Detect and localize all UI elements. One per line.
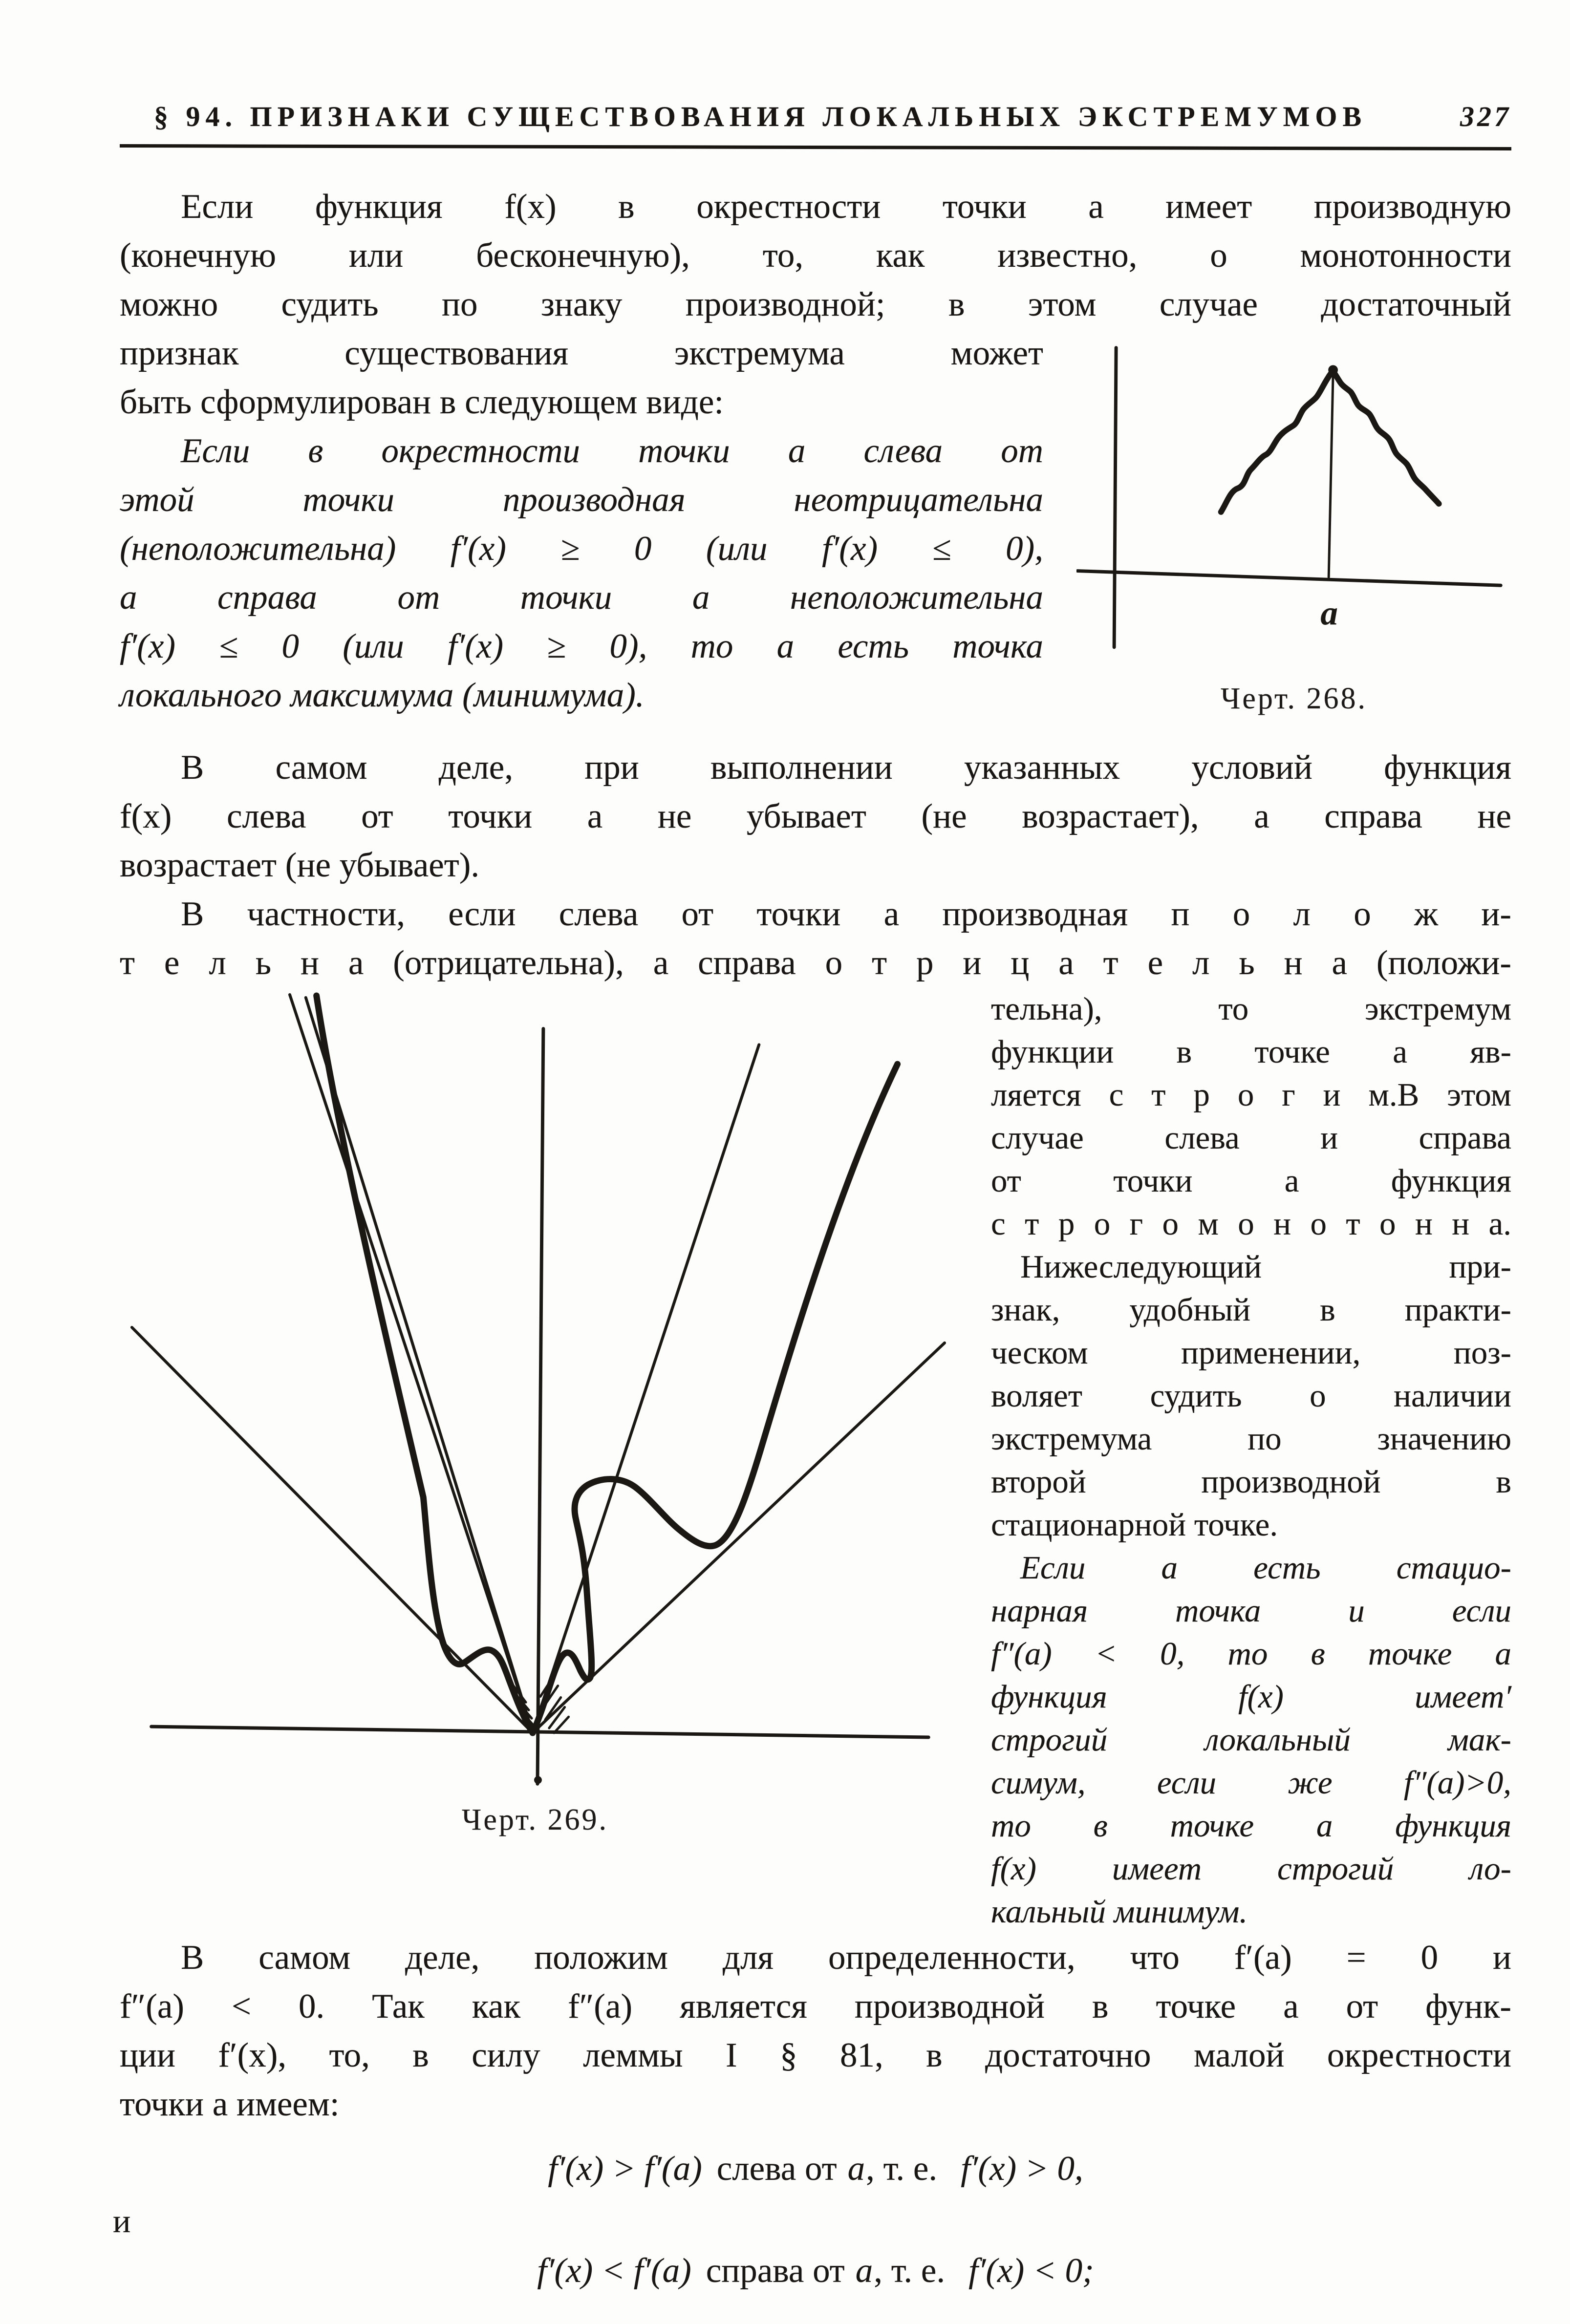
curve-right (533, 1064, 898, 1733)
figure-268-caption: Черт. 268. (1221, 682, 1367, 716)
formula-var-a: a (855, 2252, 873, 2290)
formula-rhs: f′(x) < 0; (968, 2252, 1094, 2290)
paragraph-intro-cont: признак существования экстремума может быть сформулирован в следующем виде: (120, 334, 1043, 421)
ray-right-steep (533, 1045, 759, 1733)
maximum-point (1328, 365, 1338, 375)
ray-left-steep-inner (306, 998, 533, 1733)
ray-left-steep-outer (290, 995, 533, 1733)
curve-left-branch (1221, 371, 1333, 512)
y-axis (1114, 348, 1116, 647)
theorem-first-derivative: Если в окрестности точки a слева от этой точки производная неотрицательна (неположительна) f′(x) ≥ 0 (или f′(x) ≤ 0), а справа от точки a неположительна f′(x) ≤ 0 (или f′(x) ≥ 0), то a есть точка локального максимума (минимума). (120, 432, 1043, 714)
formula-lhs: f′(x) > f′(a) (548, 2150, 702, 2188)
figure-268 (1076, 336, 1511, 716)
paragraph-second-derivative-intro: Нижеследующий при- знак, удобный в практи- ческом применении, поз- воляет судить о наличии экстремума по значению второй производной в стационарной точке. (991, 1249, 1511, 1543)
page-header (120, 100, 1511, 133)
formula-text: слева от (716, 2150, 837, 2188)
figure-268-plot (1076, 336, 1511, 674)
right-text-column (991, 987, 1511, 1933)
formula-left-of-a (120, 2149, 1511, 2189)
formula-text-2: , т. е. (866, 2150, 938, 2188)
formula-var-a: a (847, 2150, 865, 2188)
theorem-second-derivative: Если a есть стацио- нарная точка и если f″(a) < 0, то в точке a функция f(x) имеет′ строгий локальный мак- симум, если же f″(a)>0, то в точке a функция f(x) имеет строгий ло- кальный минимум. (991, 1550, 1511, 1930)
formula-lhs: f′(x) < f′(a) (537, 2252, 691, 2290)
curve-right-branch (1333, 371, 1439, 504)
point-a-label: a (1320, 594, 1338, 633)
section-title: § 94. ПРИЗНАКИ СУЩЕСТВОВАНИЯ ЛОКАЛЬНЫХ ЭКСТРЕМУМОВ (154, 101, 1367, 132)
vertical-axis (538, 1029, 543, 1784)
paragraph-strict-extremum: В частности, если слева от точки a производная п о л о ж и- т е л ь н а (отрицательна), а справа о т р и ц а т е л ь н а (положи- (120, 895, 1511, 982)
x-axis (151, 1727, 929, 1737)
formula-right-of-a (120, 2251, 1511, 2291)
ray-left-shallow (132, 1327, 533, 1733)
figure-269-plot (120, 992, 950, 1798)
ray-right-shallow (533, 1343, 945, 1733)
formula-text-2: , т. е. (874, 2252, 946, 2290)
figure-269 (120, 992, 950, 1837)
ordinate-line (1329, 374, 1333, 577)
paragraph-proof-second: В самом деле, положим для определенности, что f′(a) = 0 и f″(a) < 0. Так как f″(a) является производной в точке a от функ- ции f′(x), то, в силу леммы I § 81, в достаточно малой окрестности точки a имеем: (120, 1939, 1511, 2124)
formula-rhs: f′(x) > 0, (961, 2150, 1083, 2188)
axis-end-dot (534, 1776, 542, 1784)
paragraph-strict-extremum-cont: тельна), то экстремум функции в точке a яв- ляется с т р о г и м.В этом случае слева и справа от точки a функция с т р о г о м о н о т о н н а. (991, 991, 1511, 1242)
x-axis (1077, 571, 1501, 586)
paragraph-intro: Если функция f(x) в окрестности точки a имеет производную (конечную или бесконечную), то, как известно, о монотонности можно судить по знаку производной; в этом случае достаточный (120, 188, 1511, 323)
header-rule (120, 144, 1511, 150)
page-number: 327 (1460, 101, 1511, 132)
figure-269-caption: Черт. 269. (462, 1803, 608, 1836)
formula-text: справа от (706, 2252, 845, 2290)
paragraph-proof-sketch: В самом деле, при выполнении указанных условий функция f(x) слева от точки a не убывает (не возрастает), а справа не возрастает (не убывает). (120, 748, 1511, 885)
conjunction-and: и (113, 2202, 131, 2240)
